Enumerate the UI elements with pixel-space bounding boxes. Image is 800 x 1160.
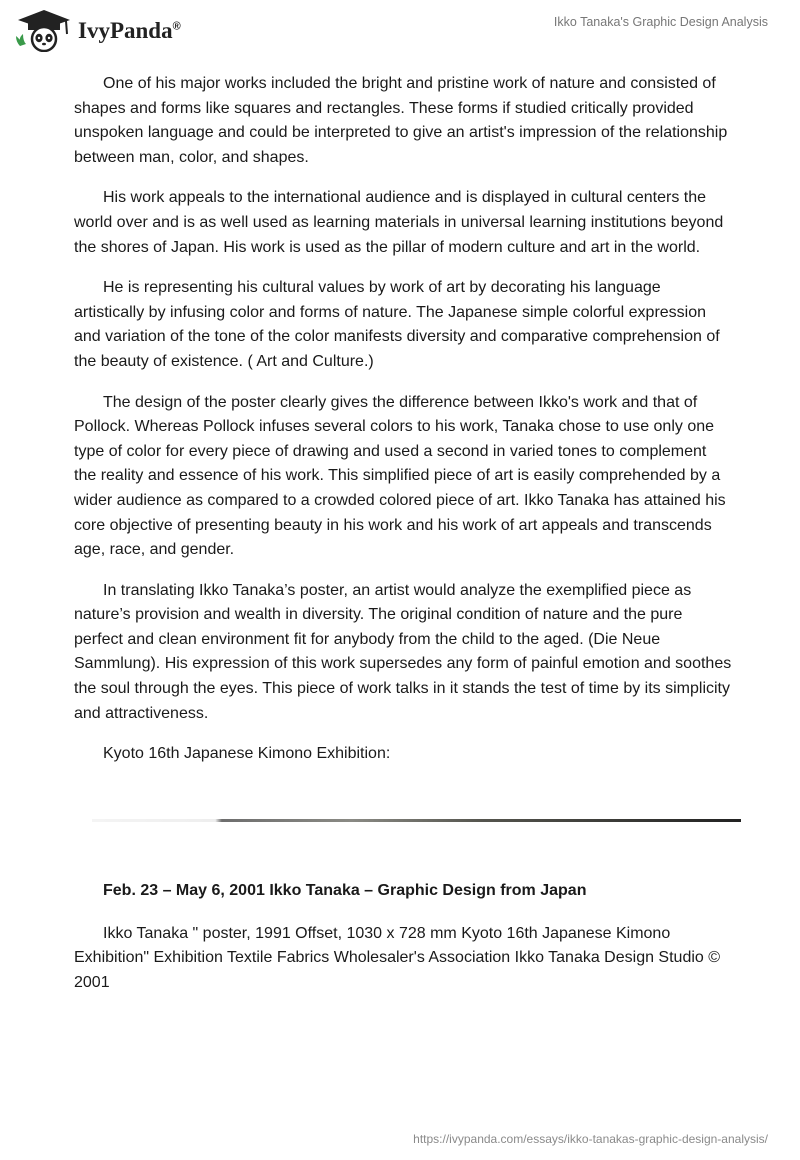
paragraph: His work appeals to the international audience and is displayed in cultural centers the world over and is as well used as learning materials in universal learning institutions beyond the shores of Japan. His work is used as the pillar of modern culture and art in the world. xyxy=(74,189,724,256)
page-header xyxy=(0,0,800,60)
panda-graduate-icon[interactable] xyxy=(14,8,74,52)
essay-body xyxy=(74,72,732,785)
brand-name[interactable] xyxy=(78,18,181,44)
brand-text: IvyPanda xyxy=(78,18,173,43)
figure-divider xyxy=(92,819,741,822)
exhibition-heading: Feb. 23 – May 6, 2001 Ikko Tanaka – Graphic Design from Japan xyxy=(103,882,587,899)
exhibition-info xyxy=(74,879,732,1011)
paragraph: One of his major works included the bright and pristine work of nature and consisted of shapes and forms like squares and rectangles. These forms if studied critically provided unspoken language and could be interpreted to give an artist's impression of the relationship between man, color, and shapes. xyxy=(74,75,728,166)
trademark-symbol: ® xyxy=(172,20,181,33)
source-url[interactable]: https://ivypanda.com/essays/ikko-tanakas-graphic-design-analysis/ xyxy=(413,1132,768,1146)
figure-caption: Kyoto 16th Japanese Kimono Exhibition: xyxy=(103,745,391,763)
poster-credit: Ikko Tanaka " poster, 1991 Offset, 1030 x 728 mm Kyoto 16th Japanese Kimono Exhibition" Exhibition Textile Fabrics Wholesaler's Association Ikko Tanaka Design Studio © 2001 xyxy=(74,924,721,991)
document-title: Ikko Tanaka's Graphic Design Analysis xyxy=(553,15,768,29)
paragraph: In translating Ikko Tanaka’s poster, an artist would analyze the exemplified piece as nature’s provision and wealth in diversity. The original condition of nature and the pure perfect and clean environment fit for anybody from the child to the aged. (Die Neue Sammlung). His expression of this work supersedes any form of painful emotion and soothes the soul through the eyes. This piece of work talks in it stands the test of time by its simplicity and attractiveness. xyxy=(74,581,732,722)
paragraph: The design of the poster clearly gives the difference between Ikko's work and that of Pollock. Whereas Pollock infuses several colors to his work, Tanaka chose to use only one type of color for every piece of drawing and used a second in varied tones to complement the reality and essence of his work. This simplified piece of art is easily comprehended by a wider audience as compared to a crowded colored piece of art. Ikko Tanaka has attained his core objective of presenting beauty in his work and his work of art appeals and transcends age, race, and gender. xyxy=(74,393,726,559)
paragraph: He is representing his cultural values by work of art by decorating his language artistically by infusing color and forms of nature. The Japanese simple colorful expression and variation of the tone of the color manifests diversity and comparative comprehension of the beauty of existence. ( Art and Culture.) xyxy=(74,279,720,370)
